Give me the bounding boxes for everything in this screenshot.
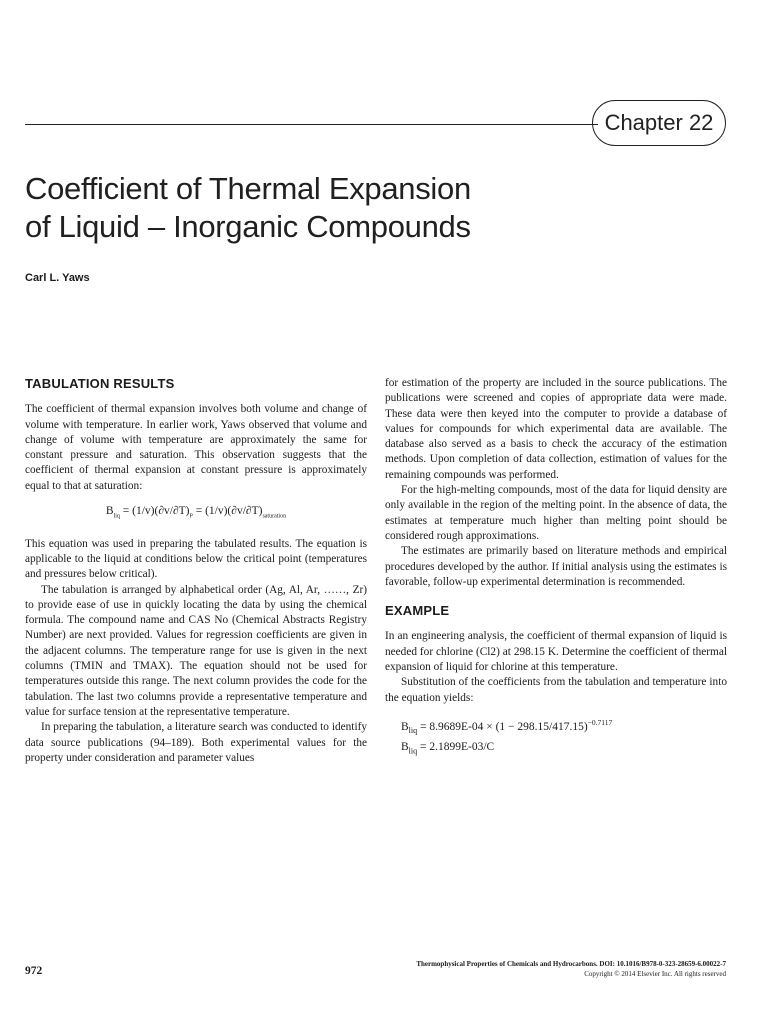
paragraph: for estimation of the property are included in the source publications. The publications were screened and copies of appropriate data were made. These data were then keyed into the computer to provide a database of values for compounds for which experimental data are available. The database also served as a basis to check the accuracy of the estimation methods. Upon completion of data collection, estimation of values for the remaining compounds was performed.: [385, 377, 727, 481]
paragraph: This equation was used in preparing the tabulated results. The equation is applicable to the liquid at conditions below the critical point (temperatures and pressures below critical).: [25, 537, 367, 581]
header-rule: [25, 124, 598, 125]
example-equation-2: $B_{liq} = 2.1899E-03/C$: [401, 741, 495, 756]
author-name: Carl L. Yaws: [25, 272, 90, 284]
copyright-text: Copyright © 2014 Elsevier Inc. All rights reserved: [584, 969, 726, 978]
citation-text: Thermophysical Properties of Chemicals and Hydrocarbons. DOI: 10.1016/B978-0-323-28659-6.00022-7: [416, 960, 726, 968]
paragraph: In an engineering analysis, the coefficient of thermal expansion of liquid is needed for chlorine (Cl2) at 298.15 K. Determine the coefficient of thermal expansion of liquid for chlorine at this temperature.: [385, 630, 727, 674]
paragraph: The coefficient of thermal expansion involves both volume and change of volume with temperature. In earlier work, Yaws observed that volume and change of volume with temperature are approximately the same for constant pressure and saturation. This observation suggests that the coefficient of thermal expansion at constant pressure is approximately equal to that at saturation:: [25, 403, 367, 492]
section-heading-tabulation: TABULATION RESULTS: [25, 376, 175, 391]
example-equation-1: $B_{liq} = 8.9689E-04 \times (1 - 298.15/417.15)^{-0.7117}$: [401, 717, 613, 736]
paragraph: The tabulation is arranged by alphabetical order (Ag, Al, Ar, ……, Zr) to provide ease of use in quickly locating the data by using the chemical formula. The compound name and CAS No (Chemical Abstracts Registry Number) are next provided. Values for regression coefficients are given in the adjacent columns. The temperature range for use is given in the next columns (TMIN and TMAX). The equation should not be used for temperatures outside this range. The next column provides the code for the tabulation. The last two columns provide a representative temperature and value for surface tension at the representative temperature.: [25, 583, 367, 718]
title-line-2: of Liquid – Inorganic Compounds: [25, 209, 471, 244]
title-line-1: Coefficient of Thermal Expansion: [25, 171, 471, 206]
paragraph: For the high-melting compounds, most of the data for liquid density are only available in the region of the melting point. In the absence of data, the estimates at temperature much higher than melting point should be considered rough approximations.: [385, 484, 727, 542]
paragraph: In preparing the tabulation, a literature search was conducted to identify data source publications (94–189). Both experimental values for the property under consideration and parameter values: [25, 721, 367, 764]
example-equations: [401, 714, 727, 759]
chapter-label-text: Chapter 22: [604, 110, 714, 135]
page-number: 972: [25, 965, 43, 977]
left-column: [25, 376, 367, 766]
footer-citation: [416, 960, 726, 979]
right-column: [385, 376, 727, 759]
chapter-label: [592, 100, 726, 146]
paragraph: Substitution of the coefficients from the tabulation and temperature into the equation yields:: [385, 676, 727, 704]
section-heading-example: EXAMPLE: [385, 603, 450, 619]
page-title: [25, 170, 471, 246]
equation-b-liq: $B_{liq} = (1/v)(\partial v/\partial T)_P = (1/v)(\partial v/\partial T)_{saturation}$: [105, 505, 287, 520]
paragraph: The estimates are primarily based on literature methods and empirical procedures developed by the author. If initial analysis using the estimates is favorable, follow-up experimental determination is recommended.: [385, 545, 727, 588]
